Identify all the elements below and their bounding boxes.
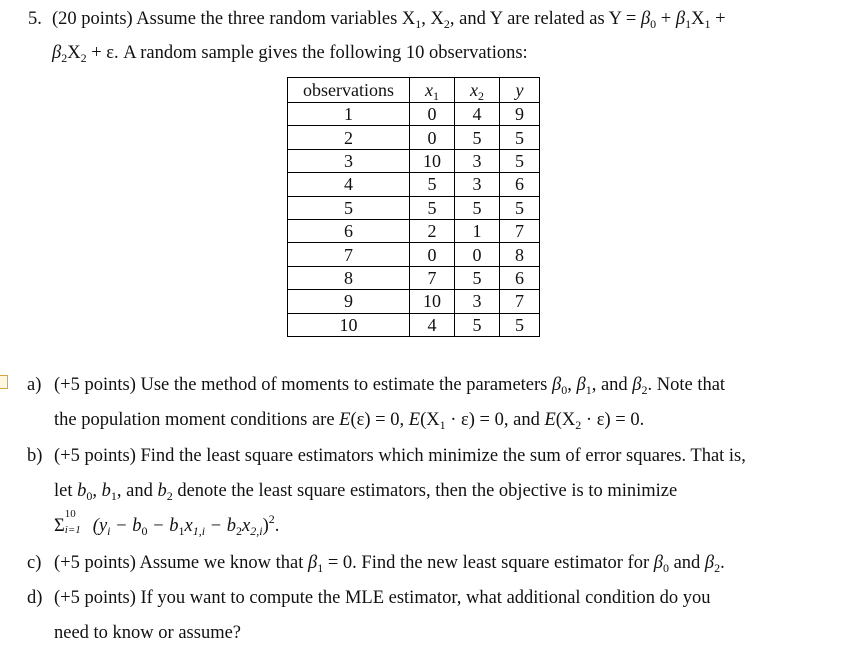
table-cell: 1 bbox=[455, 219, 500, 242]
part-d-line-1: (+5 points) If you want to compute the MLE estimator, what additional condition do you bbox=[54, 588, 711, 608]
table-cell: 2 bbox=[410, 219, 455, 242]
part-b-line-1: (+5 points) Find the least square estimators which minimize the sum of error squares. That is, bbox=[54, 446, 746, 466]
expr: − b bbox=[110, 516, 142, 536]
header-var: x bbox=[425, 80, 433, 100]
sub: 1 bbox=[110, 489, 117, 503]
table-cell: 3 bbox=[288, 149, 410, 172]
sub: 1,i bbox=[192, 524, 206, 538]
intro-text: + ε. A random sample gives the following 10 observations: bbox=[86, 43, 528, 63]
part-b-objective bbox=[54, 508, 280, 538]
part-text: the population moment conditions are bbox=[54, 410, 340, 430]
beta-symbol: β bbox=[632, 375, 642, 395]
sub: 1 bbox=[178, 524, 185, 538]
table-cell: 0 bbox=[410, 126, 455, 149]
expr: x bbox=[184, 516, 193, 536]
part-text: (+5 points) Use the method of moments to estimate the parameters bbox=[54, 375, 552, 395]
part-text: (ε) = 0, bbox=[350, 410, 409, 430]
table-cell: 5 bbox=[500, 196, 540, 219]
header-observations: observations bbox=[288, 78, 410, 103]
table-cell: 10 bbox=[410, 149, 455, 172]
anchor-marker-icon bbox=[0, 375, 8, 389]
beta-symbol: β bbox=[308, 553, 318, 573]
question-intro-line-2 bbox=[52, 43, 528, 64]
sup: 2 bbox=[268, 512, 275, 526]
part-text: (X bbox=[555, 410, 576, 430]
table-cell: 0 bbox=[410, 103, 455, 126]
part-a-line-2 bbox=[54, 410, 644, 431]
table-cell: 5 bbox=[410, 173, 455, 196]
expr: − b bbox=[147, 516, 179, 536]
table-cell: 7 bbox=[500, 290, 540, 313]
part-text: , and bbox=[116, 481, 158, 501]
table-cell: 4 bbox=[455, 103, 500, 126]
b-symbol: b bbox=[101, 481, 111, 501]
table-header-row bbox=[288, 78, 540, 103]
table-cell: 3 bbox=[455, 173, 500, 196]
table-cell: 5 bbox=[500, 126, 540, 149]
sub: 1 bbox=[433, 89, 439, 103]
part-c-label: c) bbox=[27, 553, 42, 573]
table-cell: 6 bbox=[500, 173, 540, 196]
table-cell: 2 bbox=[288, 126, 410, 149]
table-cell: 10 bbox=[410, 290, 455, 313]
sub: 1 bbox=[439, 418, 446, 432]
sub: 0 bbox=[662, 561, 669, 575]
expr: x bbox=[242, 516, 251, 536]
table-cell: 5 bbox=[455, 126, 500, 149]
sub: 2 bbox=[443, 17, 450, 31]
expr: (y bbox=[92, 516, 108, 536]
table-row bbox=[288, 290, 540, 313]
sub: 2 bbox=[714, 561, 721, 575]
table-cell: 6 bbox=[500, 266, 540, 289]
table-row bbox=[288, 103, 540, 126]
part-text: · ε) = 0, and bbox=[445, 410, 545, 430]
sub: 2 bbox=[80, 51, 87, 65]
table-cell: 4 bbox=[288, 173, 410, 196]
sub: 2 bbox=[478, 89, 484, 103]
part-d-line-2: need to know or assume? bbox=[54, 623, 242, 643]
table-cell: 4 bbox=[410, 313, 455, 336]
header-var: x bbox=[470, 80, 478, 100]
beta-symbol: β bbox=[52, 43, 62, 63]
table-cell: 8 bbox=[288, 266, 410, 289]
intro-text: , and Y are related as Y = bbox=[449, 9, 641, 29]
intro-text: X bbox=[691, 9, 705, 29]
intro-text: Assume the three random variables X bbox=[136, 9, 416, 29]
part-text: let bbox=[54, 481, 78, 501]
beta-symbol: β bbox=[576, 375, 586, 395]
table-cell: 6 bbox=[288, 219, 410, 242]
table-cell: 3 bbox=[455, 290, 500, 313]
expr: ) bbox=[262, 516, 269, 536]
table-row bbox=[288, 126, 540, 149]
sub: 2 bbox=[61, 51, 68, 65]
table-cell: 5 bbox=[455, 266, 500, 289]
table-row bbox=[288, 243, 540, 266]
sum-lower: i=1 bbox=[64, 524, 81, 536]
header-x1 bbox=[410, 78, 455, 103]
question-points: (20 points) bbox=[52, 9, 133, 29]
table-cell: 1 bbox=[288, 103, 410, 126]
expectation-symbol: E bbox=[408, 410, 421, 430]
sum-symbol: Σ bbox=[54, 516, 65, 536]
sub: 0 bbox=[561, 383, 568, 397]
part-text: = 0. Find the new least square estimator for bbox=[323, 553, 654, 573]
beta-symbol: β bbox=[552, 375, 562, 395]
beta-symbol: β bbox=[675, 9, 686, 29]
intro-text: , X bbox=[421, 9, 444, 29]
table-cell: 5 bbox=[288, 196, 410, 219]
sub: 1 bbox=[317, 561, 324, 575]
sub: 2 bbox=[575, 418, 582, 432]
table-row bbox=[288, 196, 540, 219]
expr: − b bbox=[205, 516, 237, 536]
sub: 0 bbox=[141, 524, 148, 538]
part-c-text bbox=[54, 553, 725, 574]
header-var: y bbox=[515, 80, 524, 100]
table-cell: 0 bbox=[410, 243, 455, 266]
table-cell: 8 bbox=[500, 243, 540, 266]
table-cell: 0 bbox=[455, 243, 500, 266]
b-symbol: b bbox=[157, 481, 167, 501]
table-cell: 5 bbox=[410, 196, 455, 219]
expr: . bbox=[274, 516, 280, 536]
expectation-symbol: E bbox=[339, 410, 351, 430]
question-number: 5. bbox=[28, 9, 42, 29]
part-text: . bbox=[720, 553, 725, 573]
b-symbol: b bbox=[77, 481, 87, 501]
header-y bbox=[500, 78, 540, 103]
table-cell: 5 bbox=[500, 313, 540, 336]
sub: 2 bbox=[166, 489, 173, 503]
part-text: , and bbox=[591, 375, 633, 395]
part-a-label: a) bbox=[27, 375, 42, 395]
table-cell: 5 bbox=[455, 313, 500, 336]
sum-upper: 10 bbox=[64, 508, 76, 520]
table-cell: 7 bbox=[500, 219, 540, 242]
sub: 1 bbox=[704, 17, 711, 31]
sub: 2 bbox=[236, 524, 243, 538]
beta-symbol: β bbox=[653, 553, 663, 573]
part-text: (X bbox=[420, 410, 440, 430]
table-row bbox=[288, 219, 540, 242]
table-row bbox=[288, 173, 540, 196]
part-b-label: b) bbox=[27, 446, 43, 466]
part-a-line-1: (+5 points) Use the method of moments to estimate the parameters $\beta_0$, $\beta_1$, and $\beta_2$. Note that bbox=[54, 375, 726, 397]
table-cell: 7 bbox=[288, 243, 410, 266]
sub: 1 bbox=[585, 383, 592, 397]
expectation-symbol: E bbox=[544, 410, 556, 430]
table-row bbox=[288, 149, 540, 172]
observations-table bbox=[287, 77, 540, 337]
part-text: . Note that bbox=[647, 375, 726, 395]
table-cell: 9 bbox=[288, 290, 410, 313]
part-text: denote the least square estimators, then the objective is to minimize bbox=[172, 481, 678, 501]
sub: 0 bbox=[86, 489, 93, 503]
sub: 0 bbox=[650, 17, 657, 31]
sub: 1 bbox=[685, 17, 692, 31]
table-cell: 3 bbox=[455, 149, 500, 172]
part-text: · ε) = 0. bbox=[581, 410, 645, 430]
sub: 2 bbox=[641, 383, 648, 397]
sub: 1 bbox=[415, 17, 422, 31]
sub: 2,i bbox=[250, 524, 263, 538]
table-cell: 7 bbox=[410, 266, 455, 289]
table-row bbox=[288, 313, 540, 336]
part-b-line-2: let $b_0$, $b_1$, and $b_2$ denote the least square estimators, then the objective is to minimize bbox=[54, 481, 678, 503]
table-cell: 9 bbox=[500, 103, 540, 126]
table-cell: 5 bbox=[455, 196, 500, 219]
intro-text: + bbox=[656, 9, 676, 29]
part-d-label: d) bbox=[27, 588, 43, 608]
beta-symbol: β bbox=[640, 9, 651, 29]
table-cell: 5 bbox=[500, 149, 540, 172]
question-intro-line-1 bbox=[52, 9, 726, 30]
part-text: (+5 points) Assume we know that bbox=[54, 553, 308, 573]
intro-text: + bbox=[710, 9, 726, 29]
table-row bbox=[288, 266, 540, 289]
table-cell: 10 bbox=[288, 313, 410, 336]
intro-text: X bbox=[67, 43, 81, 63]
sub: i bbox=[107, 524, 111, 538]
beta-symbol: β bbox=[704, 553, 715, 573]
part-text: and bbox=[668, 553, 705, 573]
header-x2 bbox=[455, 78, 500, 103]
